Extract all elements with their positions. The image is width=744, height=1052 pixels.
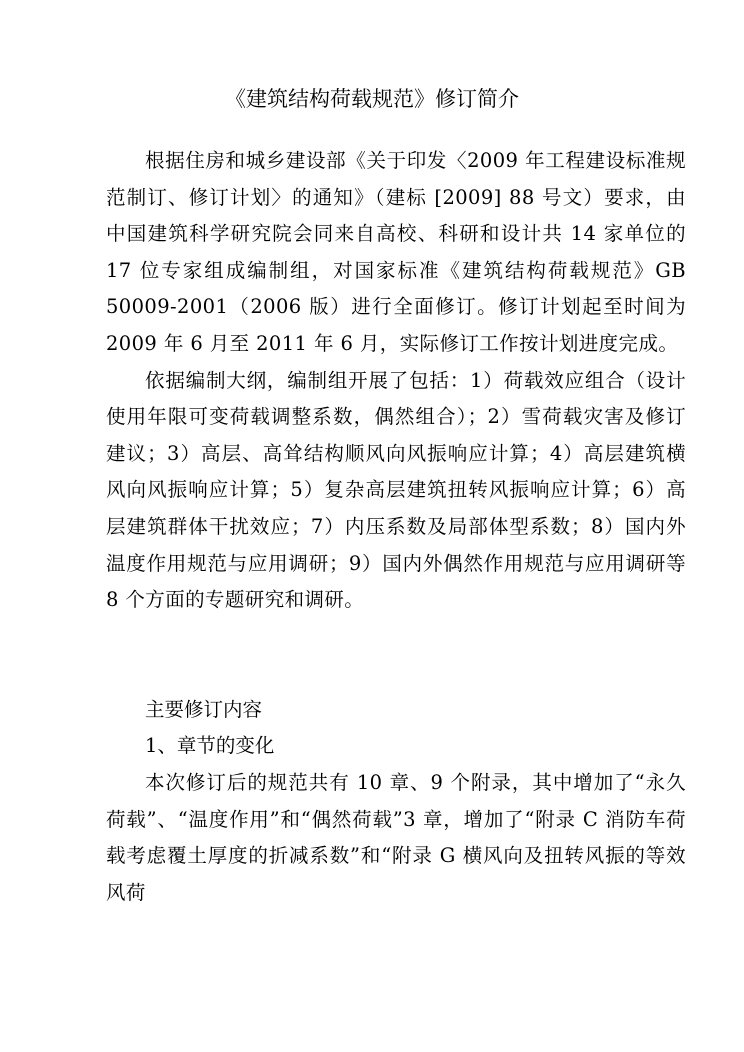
paragraph-background: 根据住房和城乡建设部《关于印发〈2009 年工程建设标准规范制订、修订计划〉的通知》（建标 [2009] 88 号文）要求，由中国建筑科学研究院会同来自高校、科研和设计共 14 家单位的 17 位专家组成编制组，对国家标准《建筑结构荷载规范》GB 50009-2001（2006 版）进行全面修订。修订计划起至时间为 2009 年 6 月至 2011 年 6 月，实际修订工作按计划进度完成。 <box>106 149 686 355</box>
document-title: 《建筑结构荷载规范》修订简介 <box>225 87 519 111</box>
paragraph-research-topics: 依据编制大纲，编制组开展了包括：1）荷载效应组合（设计使用年限可变荷载调整系数，偶然组合）；2）雪荷载灾害及修订建议；3）高层、高耸结构顺风向风振响应计算；4）高层建筑横风向风振响应计算；5）复杂高层建筑扭转风振响应计算；6）高层建筑群体干扰效应；7）内压系数及局部体型系数；8）国内外温度作用规范与应用调研；9）国内外偶然作用规范与应用调研等 8 个方面的专题研究和调研。 <box>106 368 686 612</box>
subsection-heading: 1、章节的变化 <box>145 734 275 758</box>
paragraph-spacer <box>106 619 686 692</box>
paragraph-chapter-changes: 本次修订后的规范共有 10 章、9 个附录，其中增加了“永久荷载”、“温度作用”和“偶然荷载”3 章，增加了“附录 C 消防车荷载考虑覆土厚度的折减系数”和“附录 G 横风向及扭转风振的等效风荷 <box>106 770 686 904</box>
section-heading: 主要修订内容 <box>145 697 263 721</box>
document-body <box>106 143 686 911</box>
